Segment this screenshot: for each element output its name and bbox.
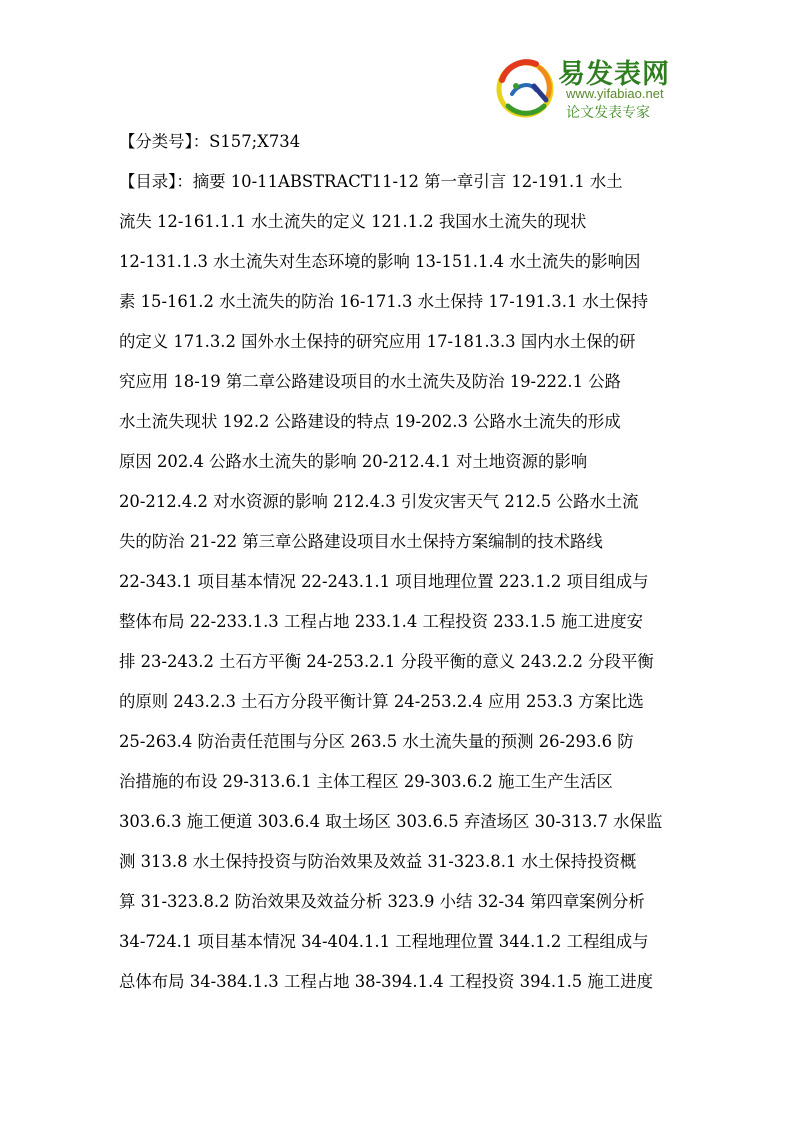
logo-swirl-icon — [494, 56, 556, 118]
toc-line: 水土流失现状 192.2 公路建设的特点 19-202.3 公路水土流失的形成 — [119, 412, 621, 431]
toc-line: 12-131.1.3 水土流失对生态环境的影响 13-151.1.4 水土流失的影响因 — [119, 252, 641, 271]
toc-line: 20-212.4.2 对水资源的影响 212.4.3 引发灾害天气 212.5 公路水土流 — [119, 492, 639, 511]
toc-line: 排 23-243.2 土石方平衡 24-253.2.1 分段平衡的意义 243.2.2 分段平衡 — [119, 652, 654, 671]
site-logo — [494, 52, 684, 130]
logo-url: www.yifabiao.net — [566, 86, 664, 101]
toc-line: 的原则 243.2.3 土石方分段平衡计算 24-253.2.4 应用 253.3 方案比选 — [119, 692, 644, 711]
toc-line: 流失 12-161.1.1 水土流失的定义 121.1.2 我国水土流失的现状 — [119, 212, 587, 231]
document-body — [119, 122, 679, 1002]
toc-line: 测 313.8 水土保持投资与防治效果及效益 31-323.8.1 水土保持投资概 — [119, 852, 637, 871]
toc-line: 【目录】：摘要 10-11ABSTRACT11-12 第一章引言 12-191.1 水土 — [119, 172, 623, 191]
toc-line: 34-724.1 项目基本情况 34-404.1.1 工程地理位置 344.1.2 工程组成与 — [119, 932, 649, 951]
toc-line: 22-343.1 项目基本情况 22-243.1.1 项目地理位置 223.1.2 项目组成与 — [119, 572, 649, 591]
toc-line: 25-263.4 防治责任范围与分区 263.5 水土流失量的预测 26-293.6 防 — [119, 732, 634, 751]
toc-line: 究应用 18-19 第二章公路建设项目的水土流失及防治 19-222.1 公路 — [119, 372, 622, 391]
toc-line: 的定义 171.3.2 国外水土保持的研究应用 17-181.3.3 国内水土保的研 — [119, 332, 636, 351]
classification-line: 【分类号】：S157;X734 — [119, 132, 301, 151]
toc-line: 失的防治 21-22 第三章公路建设项目水土保持方案编制的技术路线 — [119, 532, 603, 551]
toc-line: 原因 202.4 公路水土流失的影响 20-212.4.1 对土地资源的影响 — [119, 452, 588, 471]
toc-line: 303.6.3 施工便道 303.6.4 取土场区 303.6.5 弃渣场区 30-313.7 水保监 — [119, 812, 663, 831]
logo-slogan: 论文发表专家 — [566, 105, 650, 121]
toc-line: 素 15-161.2 水土流失的防治 16-171.3 水土保持 17-191.3.1 水土保持 — [119, 292, 649, 311]
toc-line: 整体布局 22-233.1.3 工程占地 233.1.4 工程投资 233.1.5 施工进度安 — [119, 612, 643, 631]
toc-line: 总体布局 34-384.1.3 工程占地 38-394.1.4 工程投资 394.1.5 施工进度 — [119, 972, 653, 991]
toc-line: 算 31-323.8.2 防治效果及效益分析 323.9 小结 32-34 第四章案例分析 — [119, 892, 645, 911]
logo-title: 易发表网 — [558, 59, 670, 90]
toc-line: 治措施的布设 29-313.6.1 主体工程区 29-303.6.2 施工生产生活区 — [119, 772, 613, 791]
